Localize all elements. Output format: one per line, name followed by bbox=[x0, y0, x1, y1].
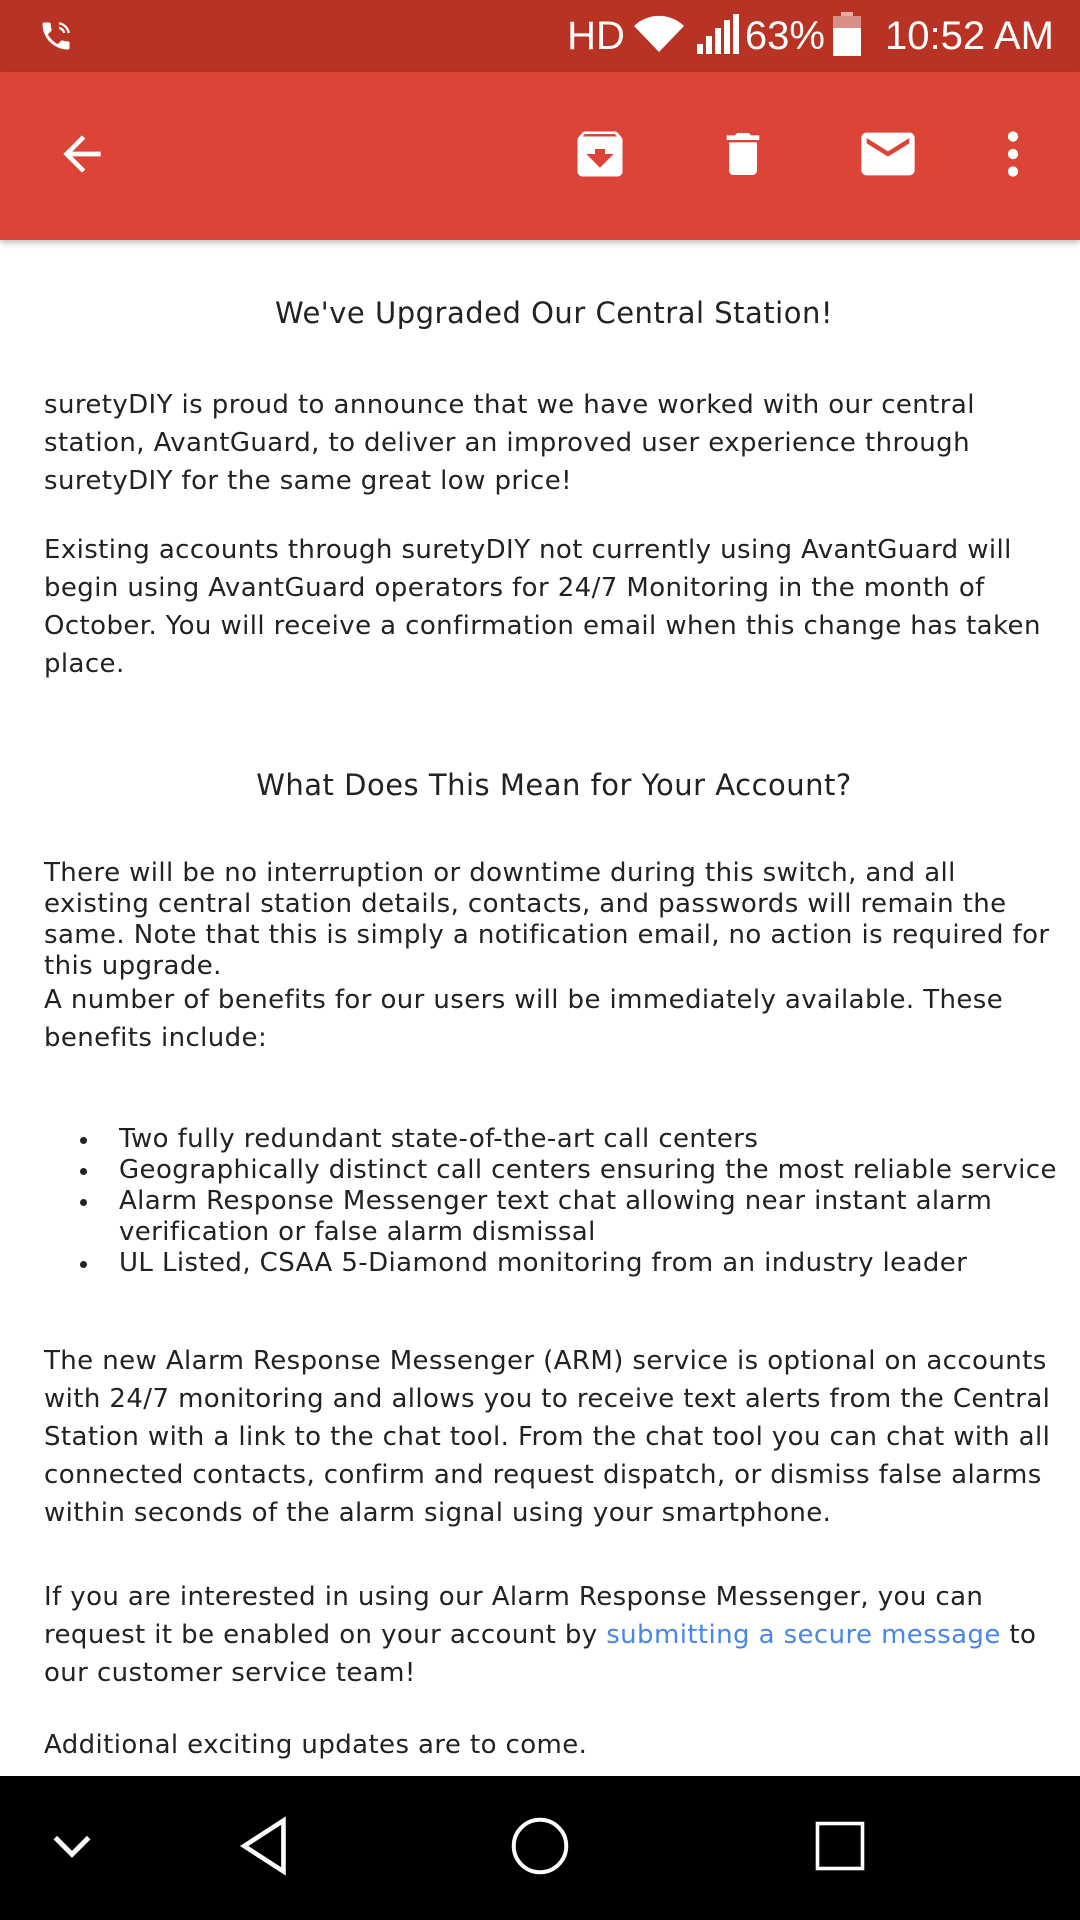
paragraph-arm-service: The new Alarm Response Messenger (ARM) service is optional on accounts with 24/7 monitoring and allows you to receive text alerts from the Central Station with a link to the chat tool. From the chat tool you can chat with all connected contacts, confirm and request dispatch, or dismiss false alarms within seconds of the alarm signal using your smartphone. bbox=[44, 1346, 1051, 1528]
paragraph-no-interruption: There will be no interruption or downtime during this switch, and all existing central station details, contacts, and passwords will remain the same. Note that this is simply a notification email, no action is required for this upgrade. bbox=[44, 858, 1050, 981]
status-bar bbox=[0, 0, 1080, 72]
battery-icon bbox=[833, 12, 861, 61]
nav-recents-button[interactable] bbox=[790, 1798, 890, 1898]
navigation-bar bbox=[0, 1776, 1080, 1920]
paragraph-additional-updates: Additional exciting updates are to come. bbox=[44, 1730, 588, 1760]
paragraph-request-arm: If you are interested in using our Alarm Response Messenger, you can request it be enabled on your account by submitting a secure message to our customer service team! bbox=[44, 1582, 1037, 1688]
nav-home-button[interactable] bbox=[490, 1798, 590, 1898]
network-type-label: HD bbox=[567, 14, 625, 58]
list-item: Geographically distinct call centers ensuring the most reliable service bbox=[44, 1155, 1064, 1186]
mail-icon bbox=[856, 122, 920, 191]
wifi-call-icon bbox=[38, 18, 74, 54]
heading-upgraded: We've Upgraded Our Central Station! bbox=[274, 296, 833, 330]
clock: 10:52 AM bbox=[884, 14, 1054, 58]
list-item: UL Listed, CSAA 5-Diamond monitoring from an industry leader bbox=[44, 1248, 1064, 1279]
list-item: Alarm Response Messenger text chat allowing near instant alarm verification or false alarm dismissal bbox=[44, 1186, 1064, 1248]
back-arrow-icon bbox=[54, 126, 110, 187]
archive-icon bbox=[570, 124, 630, 189]
battery-percent: 63% bbox=[744, 14, 825, 58]
recents-square-icon bbox=[813, 1819, 867, 1878]
mark-unread-button[interactable] bbox=[850, 118, 926, 194]
archive-button[interactable] bbox=[562, 118, 638, 194]
home-circle-icon bbox=[510, 1816, 570, 1881]
signal-icon bbox=[697, 14, 739, 59]
more-options-button[interactable] bbox=[975, 118, 1051, 194]
paragraph-announcement: suretyDIY is proud to announce that we have worked with our central station, AvantGuard, to deliver an improved user experience through suretyDIY for the same great low price! bbox=[44, 390, 975, 496]
collapse-button[interactable] bbox=[22, 1798, 122, 1898]
app-bar bbox=[0, 72, 1080, 240]
benefits-list bbox=[44, 1124, 1064, 1279]
paragraph-existing-accounts: Existing accounts through suretyDIY not currently using AvantGuard will begin using AvantGuard operators for 24/7 Monitoring in the month of October. You will receive a confirmation email when this change has taken place. bbox=[44, 535, 1041, 679]
wifi-icon bbox=[633, 14, 685, 59]
back-button[interactable] bbox=[44, 118, 120, 194]
collapse-chevron-icon bbox=[47, 1821, 97, 1876]
nav-back-button[interactable] bbox=[215, 1798, 315, 1898]
delete-button[interactable] bbox=[705, 118, 781, 194]
list-item: Two fully redundant state-of-the-art call centers bbox=[44, 1124, 1064, 1155]
more-vert-icon bbox=[985, 126, 1041, 187]
delete-icon bbox=[715, 126, 771, 187]
back-triangle-icon bbox=[237, 1816, 293, 1881]
secure-message-link[interactable]: submitting a secure message bbox=[606, 1620, 1001, 1650]
heading-what-does-this-mean: What Does This Mean for Your Account? bbox=[256, 768, 852, 802]
paragraph-benefits-intro: A number of benefits for our users will be immediately available. These benefits include: bbox=[44, 985, 1004, 1053]
